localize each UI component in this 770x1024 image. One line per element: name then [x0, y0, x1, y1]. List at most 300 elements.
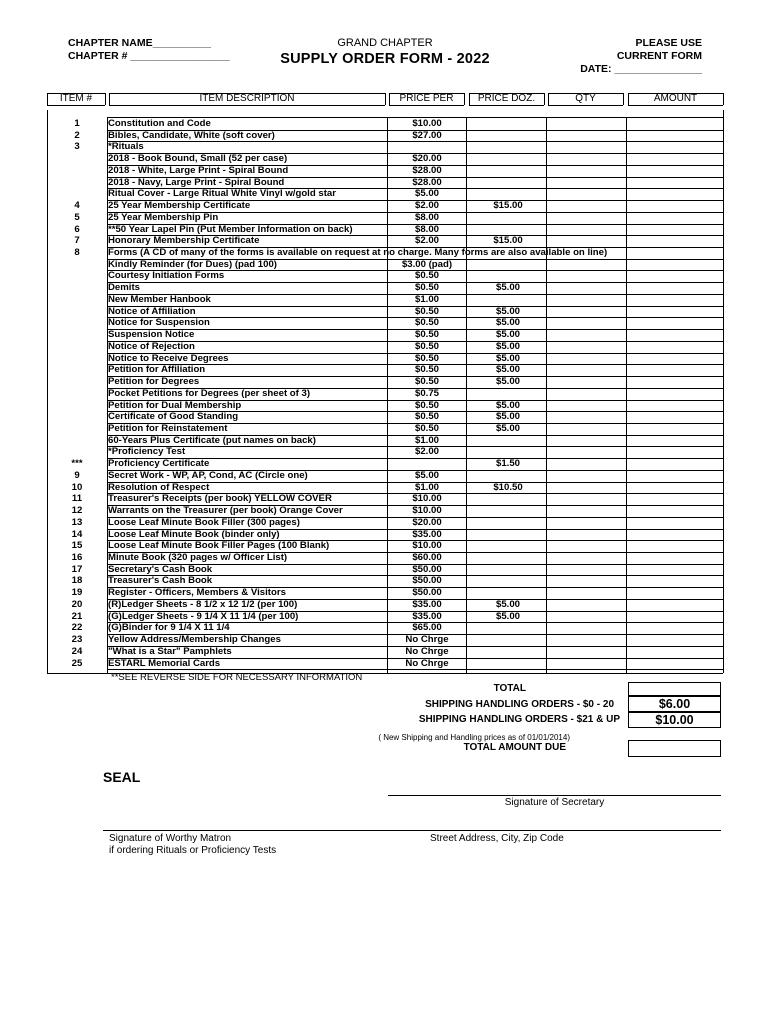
- item-number: 11: [71, 493, 83, 505]
- price-per: $8.00: [414, 223, 439, 235]
- amount-cell[interactable]: [627, 294, 722, 305]
- table-row: [47, 212, 723, 224]
- qty-cell[interactable]: [547, 564, 625, 575]
- item-number: 22: [71, 622, 83, 634]
- price-per: $8.00: [414, 211, 439, 223]
- table-row: [47, 388, 723, 400]
- amount-cell[interactable]: [627, 165, 722, 176]
- qty-cell[interactable]: [547, 212, 625, 223]
- price-per: No Chrge: [405, 634, 449, 646]
- qty-cell[interactable]: [547, 599, 625, 610]
- amount-cell[interactable]: [627, 364, 722, 375]
- shipping-small-value: $6.00: [658, 697, 691, 711]
- qty-cell[interactable]: [547, 259, 625, 270]
- item-number: 15: [71, 540, 83, 552]
- item-description: (R)Ledger Sheets - 8 1/2 x 12 1/2 (per 100): [108, 598, 298, 610]
- price-per: $0.50: [414, 270, 439, 282]
- qty-cell[interactable]: [547, 235, 625, 246]
- item-description: 25 Year Membership Pin: [108, 211, 219, 223]
- qty-cell[interactable]: [547, 294, 625, 305]
- price-per: $20.00: [412, 516, 442, 528]
- item-description: 2018 - White, Large Print - Spiral Bound: [108, 164, 289, 176]
- price-per: $2.00: [414, 200, 439, 212]
- bottom-signature-line[interactable]: [103, 830, 721, 831]
- amount-cell[interactable]: [627, 270, 722, 281]
- price-dozen: $5.00: [495, 364, 520, 376]
- item-description: (G)Binder for 9 1/4 X 11 1/4: [108, 622, 230, 634]
- price-per: $10.00: [412, 118, 442, 129]
- price-dozen: $5.00: [495, 422, 520, 434]
- amount-cell[interactable]: [627, 446, 722, 457]
- amount-cell[interactable]: [627, 259, 722, 270]
- item-description: Petition for Degrees: [108, 376, 200, 388]
- table-row: [47, 411, 723, 423]
- qty-cell[interactable]: [547, 540, 625, 551]
- item-number: 25: [71, 657, 83, 669]
- qty-cell[interactable]: [547, 341, 625, 352]
- table-row: [47, 259, 723, 271]
- table-row: [47, 188, 723, 200]
- amount-cell[interactable]: [627, 388, 722, 399]
- table-row: [47, 376, 723, 388]
- item-description: Forms (A CD of many of the forms is available on request at no charge. Many forms are also available on line): [108, 247, 608, 259]
- table-row: [47, 165, 723, 177]
- item-description: "What is a Star" Pamphlets: [108, 645, 232, 657]
- table-row: [47, 575, 723, 587]
- qty-cell[interactable]: [547, 611, 625, 622]
- item-description: Kindly Reminder (for Dues) (pad 100): [108, 258, 277, 270]
- item-description: Demits: [108, 282, 140, 294]
- chapter-number-field[interactable]: CHAPTER # _________________: [68, 50, 230, 62]
- price-per: $65.00: [412, 622, 442, 634]
- item-description: 60-Years Plus Certificate (put names on back): [108, 434, 316, 446]
- chapter-name-field[interactable]: CHAPTER NAME__________: [68, 37, 211, 49]
- price-dozen: $5.00: [495, 376, 520, 388]
- amount-cell[interactable]: [627, 247, 722, 258]
- qty-cell[interactable]: [547, 575, 625, 586]
- price-dozen: $5.00: [495, 352, 520, 364]
- qty-cell[interactable]: [547, 153, 625, 164]
- qty-cell[interactable]: [547, 247, 625, 258]
- amount-cell[interactable]: [627, 118, 722, 129]
- item-number: 19: [71, 587, 83, 599]
- item-description: Notice to Receive Degrees: [108, 352, 229, 364]
- shipping-large-label: SHIPPING HANDLING ORDERS - $21 & UP: [418, 714, 620, 725]
- item-description: Courtesy Initiation Forms: [108, 270, 225, 282]
- qty-cell[interactable]: [547, 658, 625, 669]
- item-number: 10: [71, 481, 83, 493]
- qty-cell[interactable]: [547, 329, 625, 340]
- item-number: 20: [71, 598, 83, 610]
- qty-cell[interactable]: [547, 400, 625, 411]
- qty-cell[interactable]: [547, 646, 625, 657]
- price-per: $0.50: [414, 340, 439, 352]
- item-number: 9: [74, 469, 80, 481]
- item-description: Notice of Affiliation: [108, 305, 196, 317]
- price-per: No Chrge: [405, 657, 449, 669]
- qty-cell[interactable]: [547, 587, 625, 598]
- item-description: Proficiency Certificate: [108, 458, 210, 470]
- price-dozen: $5.00: [495, 411, 520, 423]
- hdr-vline: [623, 93, 624, 105]
- item-number: 23: [71, 634, 83, 646]
- price-per: $10.00: [412, 540, 442, 552]
- price-per: $0.50: [414, 317, 439, 329]
- price-per: $1.00: [414, 434, 439, 446]
- item-description: Loose Leaf Minute Book Filler (300 pages): [108, 516, 300, 528]
- hdr-line: [47, 105, 105, 106]
- table-row: [47, 282, 723, 294]
- qty-cell[interactable]: [547, 130, 625, 141]
- item-description: Resolution of Respect: [108, 481, 210, 493]
- qty-cell[interactable]: [547, 177, 625, 188]
- amount-cell[interactable]: [627, 153, 722, 164]
- amount-cell[interactable]: [627, 634, 722, 645]
- item-description: Secret Work - WP, AP, Cond, AC (Circle one): [108, 469, 308, 481]
- price-per: $60.00: [412, 552, 442, 563]
- qty-cell[interactable]: [547, 376, 625, 387]
- price-per: $5.00: [414, 188, 439, 200]
- qty-cell[interactable]: [547, 306, 625, 317]
- table-row: [47, 470, 723, 482]
- table-row: [47, 599, 723, 611]
- item-description: Register - Officers, Members & Visitors: [108, 587, 286, 599]
- qty-cell[interactable]: [547, 493, 625, 504]
- total-due-label: TOTAL AMOUNT DUE: [463, 742, 566, 753]
- table-row: [47, 517, 723, 529]
- item-description: Notice for Suspension: [108, 317, 210, 329]
- item-description: Notice of Rejection: [108, 340, 195, 352]
- table-row: [47, 200, 723, 212]
- qty-cell[interactable]: [547, 141, 625, 152]
- amount-cell[interactable]: [627, 400, 722, 411]
- amount-cell[interactable]: [627, 552, 722, 563]
- item-number: 6: [74, 223, 80, 235]
- item-number: 7: [74, 235, 80, 247]
- matron-signature-caption: [109, 833, 276, 857]
- price-per: $0.50: [414, 364, 439, 376]
- item-description: **50 Year Lapel Pin (Put Member Information on back): [108, 223, 353, 235]
- qty-cell[interactable]: [547, 317, 625, 328]
- qty-cell[interactable]: [547, 118, 625, 129]
- table-row: [47, 224, 723, 236]
- price-per: $0.50: [414, 352, 439, 364]
- qty-cell[interactable]: [547, 634, 625, 645]
- amount-cell[interactable]: [627, 435, 722, 446]
- amount-cell[interactable]: [627, 188, 722, 199]
- price-dozen: $5.00: [495, 305, 520, 317]
- qty-cell[interactable]: [547, 552, 625, 563]
- item-description: Yellow Address/Membership Changes: [108, 634, 281, 646]
- table-row: [47, 458, 723, 470]
- hdr-line: [389, 105, 464, 106]
- current-form-label: CURRENT FORM: [616, 50, 702, 62]
- amount-cell[interactable]: [627, 212, 722, 223]
- item-number: 4: [74, 200, 80, 212]
- qty-cell[interactable]: [547, 482, 625, 493]
- item-description: Warrants on the Treasurer (per book) Orange Cover: [108, 505, 343, 517]
- amount-cell[interactable]: [627, 587, 722, 598]
- item-number: 13: [71, 516, 83, 528]
- price-dozen: $5.00: [495, 317, 520, 329]
- amount-cell[interactable]: [627, 235, 722, 246]
- amount-cell[interactable]: [627, 493, 722, 504]
- total-due-field[interactable]: [628, 740, 721, 757]
- price-per: $2.00: [414, 446, 439, 458]
- item-description: Petition for Reinstatement: [108, 422, 228, 434]
- item-number: 5: [74, 211, 80, 223]
- amount-cell[interactable]: [627, 411, 722, 422]
- table-row: [47, 270, 723, 282]
- shipping-price-note: ( New Shipping and Handling prices as of 01/01/2014): [378, 733, 570, 742]
- price-dozen: $5.00: [495, 399, 520, 411]
- price-per: No Chrge: [405, 645, 449, 657]
- shipping-small-label: SHIPPING HANDLING ORDERS - $0 - 20: [425, 699, 614, 710]
- amount-cell[interactable]: [627, 341, 722, 352]
- price-per: $0.50: [414, 411, 439, 423]
- amount-cell[interactable]: [627, 505, 722, 516]
- table-row: [47, 435, 723, 447]
- price-per: $3.00 (pad): [401, 258, 453, 270]
- amount-cell[interactable]: [627, 141, 722, 152]
- item-description: Minute Book (320 pages w/ Officer List): [108, 552, 288, 563]
- price-per: $0.50: [414, 305, 439, 317]
- price-dozen: $5.00: [495, 340, 520, 352]
- hdr-line: [109, 105, 385, 106]
- total-field[interactable]: [628, 682, 721, 696]
- price-per: $28.00: [412, 164, 442, 176]
- item-description: 2018 - Book Bound, Small (52 per case): [108, 153, 288, 165]
- amount-cell[interactable]: [627, 200, 722, 211]
- table-row: [47, 482, 723, 494]
- amount-cell[interactable]: [627, 177, 722, 188]
- table-row: [47, 235, 723, 247]
- qty-cell[interactable]: [547, 529, 625, 540]
- date-field[interactable]: DATE: _______________: [580, 63, 702, 75]
- amount-cell[interactable]: [627, 529, 722, 540]
- price-dozen: $5.00: [495, 282, 520, 294]
- item-number: 3: [74, 141, 80, 153]
- price-per: $0.50: [414, 329, 439, 341]
- table-row: [47, 658, 723, 670]
- hdr-vline: [544, 93, 545, 105]
- price-per: $10.00: [412, 493, 442, 505]
- table-row: [47, 634, 723, 646]
- item-description: 25 Year Membership Certificate: [108, 200, 251, 212]
- seal-label: SEAL: [103, 769, 141, 785]
- table-row: [47, 446, 723, 458]
- amount-cell[interactable]: [627, 282, 722, 293]
- item-description: ESTARL Memorial Cards: [108, 657, 221, 669]
- table-row: [47, 130, 723, 142]
- qty-cell[interactable]: [547, 505, 625, 516]
- amount-cell[interactable]: [627, 540, 722, 551]
- amount-cell[interactable]: [627, 329, 722, 340]
- page-title: SUPPLY ORDER FORM - 2022: [280, 51, 490, 67]
- item-number: 2: [74, 129, 80, 141]
- price-per: $0.50: [414, 282, 439, 294]
- price-per: $35.00: [412, 528, 442, 540]
- amount-cell[interactable]: [627, 376, 722, 387]
- price-per: $35.00: [412, 610, 442, 622]
- table-row: [47, 552, 723, 564]
- qty-cell[interactable]: [547, 165, 625, 176]
- price-per: $0.50: [414, 376, 439, 388]
- matron-caption-line2: if ordering Rituals or Proficiency Tests: [109, 845, 277, 856]
- table-row: [47, 177, 723, 189]
- qty-cell[interactable]: [547, 435, 625, 446]
- hdr-vline: [464, 93, 465, 105]
- amount-cell[interactable]: [627, 646, 722, 657]
- amount-cell[interactable]: [627, 224, 722, 235]
- qty-cell[interactable]: [547, 364, 625, 375]
- amount-cell[interactable]: [627, 317, 722, 328]
- price-per: $0.50: [414, 399, 439, 411]
- item-description: Bibles, Candidate, White (soft cover): [108, 129, 275, 141]
- item-description: Loose Leaf Minute Book (binder only): [108, 528, 280, 540]
- qty-cell[interactable]: [547, 200, 625, 211]
- hdr-line: [469, 105, 544, 106]
- table-row: [47, 423, 723, 435]
- amount-cell[interactable]: [627, 306, 722, 317]
- total-label: TOTAL: [493, 683, 526, 694]
- price-per: $35.00: [412, 598, 442, 610]
- qty-cell[interactable]: [547, 224, 625, 235]
- qty-cell[interactable]: [547, 423, 625, 434]
- table-row: [47, 141, 723, 153]
- table-row: [47, 364, 723, 376]
- price-per: $28.00: [412, 176, 442, 188]
- item-description: Petition for Dual Membership: [108, 399, 242, 411]
- table-row: [47, 247, 723, 259]
- hdr-vline: [385, 93, 386, 105]
- price-dozen: $15.00: [493, 200, 523, 212]
- col-header-amount: AMOUNT: [653, 93, 698, 104]
- price-dozen: $10.50: [493, 481, 523, 493]
- qty-cell[interactable]: [547, 470, 625, 481]
- qty-cell[interactable]: [547, 458, 625, 469]
- item-description: Loose Leaf Minute Book Filler Pages (100 Blank): [108, 540, 330, 552]
- hdr-vline: [105, 93, 106, 105]
- item-number: 1: [74, 118, 80, 129]
- item-description: Ritual Cover - Large Ritual White Vinyl w/gold star: [108, 188, 336, 200]
- price-per: $0.75: [414, 387, 439, 399]
- secretary-signature-caption: Signature of Secretary: [504, 797, 605, 808]
- item-description: Pocket Petitions for Degrees (per sheet of 3): [108, 387, 311, 399]
- qty-cell[interactable]: [547, 282, 625, 293]
- table-row: [47, 294, 723, 306]
- price-per: $2.00: [414, 235, 439, 247]
- col-header-qty: QTY: [575, 93, 596, 104]
- col-header-description: ITEM DESCRIPTION: [199, 93, 295, 104]
- price-per: $5.00: [414, 469, 439, 481]
- table-row: [47, 400, 723, 412]
- price-per: $50.00: [412, 587, 442, 599]
- amount-cell[interactable]: [627, 482, 722, 493]
- amount-cell[interactable]: [627, 599, 722, 610]
- item-number: 17: [71, 563, 83, 575]
- price-per: $50.00: [412, 575, 442, 587]
- amount-cell[interactable]: [627, 130, 722, 141]
- hdr-line: [628, 105, 723, 106]
- row-line: [107, 669, 723, 670]
- amount-cell[interactable]: [627, 564, 722, 575]
- table-row: [47, 646, 723, 658]
- table-row: [47, 587, 723, 599]
- table-row: [47, 118, 723, 130]
- qty-cell[interactable]: [547, 388, 625, 399]
- item-description: New Member Hanbook: [108, 293, 211, 305]
- table-row: [47, 306, 723, 318]
- item-description: *Proficiency Test: [108, 446, 186, 458]
- please-use-label: PLEASE USE: [635, 37, 702, 49]
- table-row: [47, 341, 723, 353]
- item-number: 8: [74, 247, 80, 259]
- item-description: Secretary's Cash Book: [108, 563, 213, 575]
- col-header-price-per: PRICE PER: [399, 93, 454, 104]
- table-row: [47, 329, 723, 341]
- qty-cell[interactable]: [547, 188, 625, 199]
- price-per: $50.00: [412, 563, 442, 575]
- secretary-signature-line[interactable]: [388, 795, 721, 796]
- item-description: Treasurer's Cash Book: [108, 575, 213, 587]
- shipping-large-value: $10.00: [655, 713, 694, 727]
- amount-cell[interactable]: [627, 353, 722, 364]
- item-number: 21: [71, 610, 83, 622]
- price-per: $10.00: [412, 505, 442, 517]
- table-row: [47, 505, 723, 517]
- price-dozen: $5.00: [495, 329, 520, 341]
- table-row: [47, 529, 723, 541]
- item-number: 24: [71, 645, 83, 657]
- price-per: $20.00: [412, 153, 442, 165]
- amount-cell[interactable]: [627, 470, 722, 481]
- reverse-side-note: **SEE REVERSE SIDE FOR NECESSARY INFORMATION: [111, 672, 363, 683]
- item-description: Certificate of Good Standing: [108, 411, 239, 423]
- item-description: 2018 - Navy, Large Print - Spiral Bound: [108, 176, 285, 188]
- amount-cell[interactable]: [627, 575, 722, 586]
- price-dozen: $1.50: [495, 458, 520, 470]
- amount-cell[interactable]: [627, 458, 722, 469]
- qty-cell[interactable]: [547, 270, 625, 281]
- item-number: 14: [71, 528, 83, 540]
- street-address-caption: Street Address, City, Zip Code: [430, 833, 564, 844]
- qty-cell[interactable]: [547, 517, 625, 528]
- amount-cell[interactable]: [627, 517, 722, 528]
- item-description: Treasurer's Receipts (per book) YELLOW COVER: [108, 493, 332, 505]
- item-description: Constitution and Code: [108, 118, 211, 129]
- amount-cell[interactable]: [627, 622, 722, 633]
- amount-cell[interactable]: [627, 423, 722, 434]
- table-row: [47, 493, 723, 505]
- qty-cell[interactable]: [547, 446, 625, 457]
- item-number: 18: [71, 575, 83, 587]
- amount-cell[interactable]: [627, 611, 722, 622]
- amount-cell[interactable]: [627, 658, 722, 669]
- price-dozen: $15.00: [493, 235, 523, 247]
- price-per: $27.00: [412, 129, 442, 141]
- item-number: 16: [71, 552, 83, 563]
- item-number: ***: [71, 458, 83, 470]
- table-row: [47, 317, 723, 329]
- item-description: *Rituals: [108, 141, 144, 153]
- body-vline: [723, 110, 724, 673]
- qty-cell[interactable]: [547, 353, 625, 364]
- price-per: $1.00: [414, 481, 439, 493]
- qty-cell[interactable]: [547, 411, 625, 422]
- qty-cell[interactable]: [547, 622, 625, 633]
- table-row: [47, 353, 723, 365]
